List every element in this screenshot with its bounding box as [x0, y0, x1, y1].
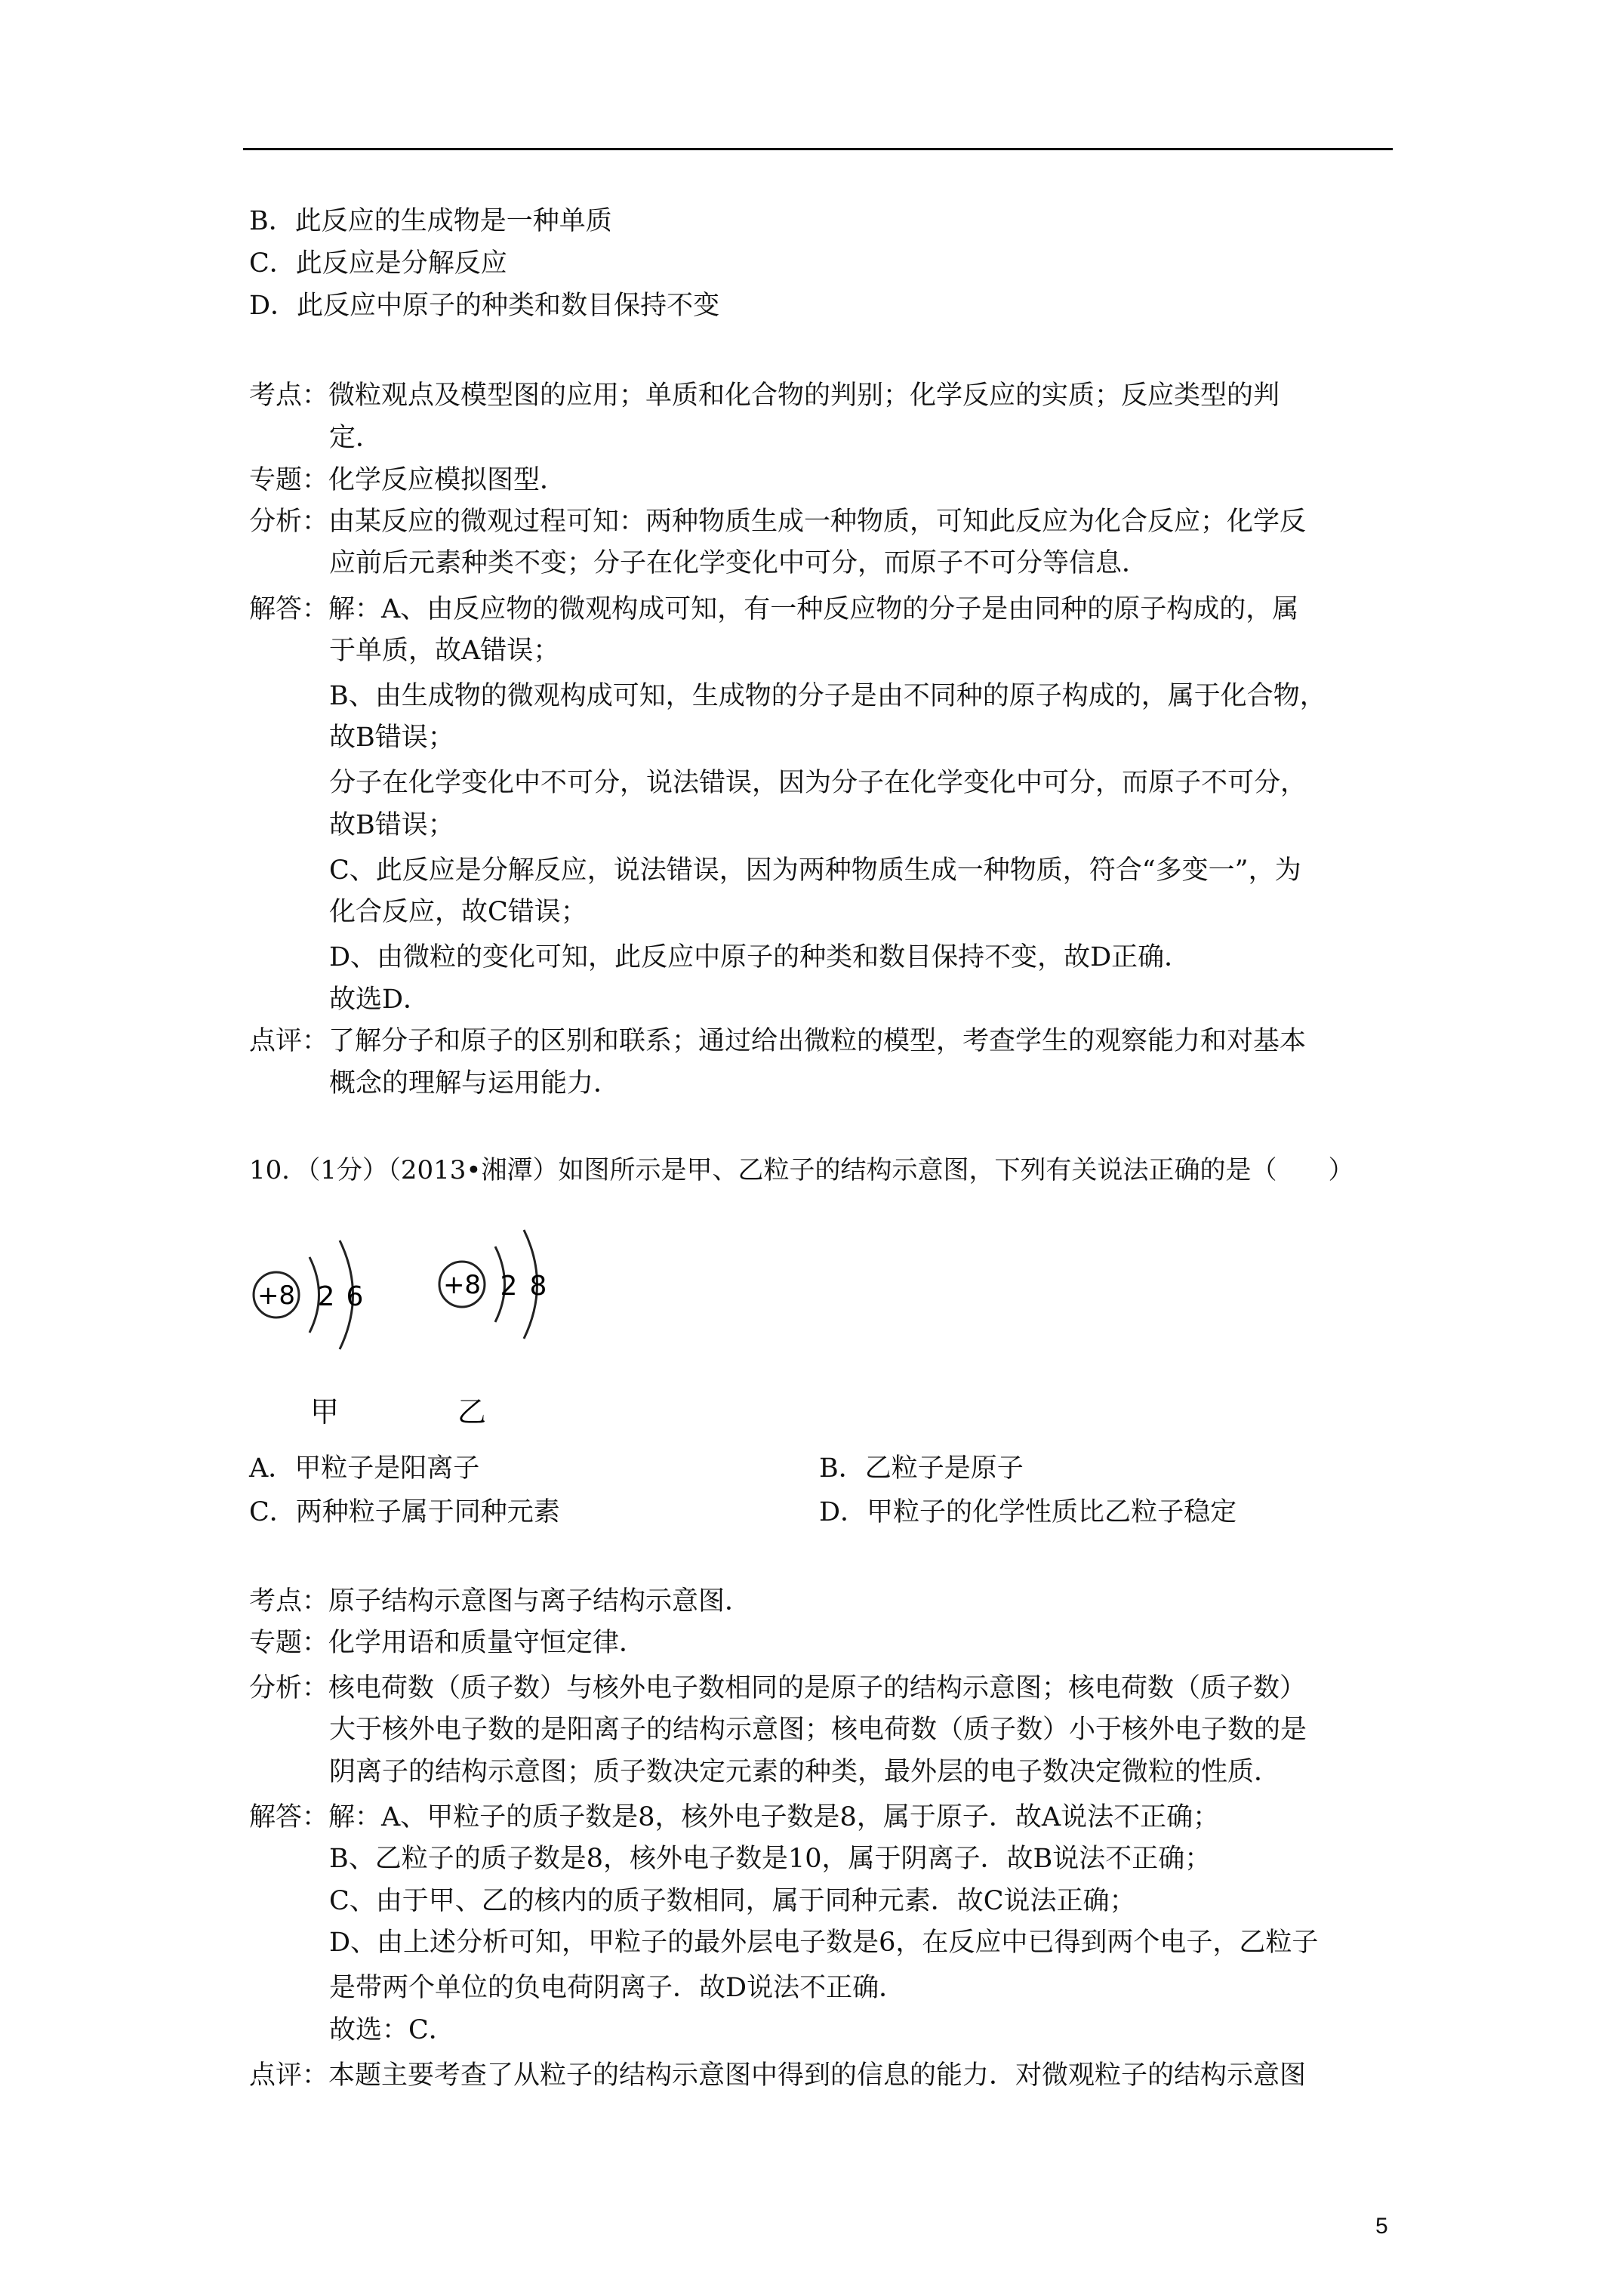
q9-fenxi-cont: 应前后元素种类不变；分子在化学变化中可分，而原子不可分等信息． — [329, 548, 1149, 578]
particle-b-shell-2-count: 8 — [529, 1271, 547, 1302]
q9-zhuanti: 专题：化学反应模拟图型． — [249, 465, 567, 495]
particle-a-nucleus: +8 — [257, 1281, 296, 1311]
q9-jieda-line: C、此反应是分解反应，说法错误，因为两种物质生成一种物质，符合“多变一”，为 — [329, 855, 1301, 886]
q9-jieda: 解答：解：A、由反应物的微观构成可知，有一种反应物的分子是由同种的原子构成的，属 — [249, 594, 1299, 624]
particle-a-label: 甲 — [310, 1395, 340, 1428]
q10-jieda-line: C、由于甲、乙的核内的质子数相同，属于同种元素．故C说法正确； — [329, 1886, 1136, 1916]
q9-jieda-line: 故B错误； — [329, 810, 454, 840]
q10-dianping: 点评：本题主要考查了从粒子的结构示意图中得到的信息的能力．对微观粒子的结构示意图 — [249, 2060, 1307, 2091]
q9-option-b: B．此反应的生成物是一种单质 — [249, 206, 612, 236]
q9-jieda-line: 化合反应，故C错误； — [329, 897, 587, 927]
particle-b-label: 乙 — [457, 1395, 487, 1428]
q10-fenxi-cont: 大于核外电子数的是阳离子的结构示意图；核电荷数（质子数）小于核外电子数的是 — [329, 1715, 1307, 1745]
q9-jieda-line: 于单质，故A错误； — [329, 636, 560, 666]
q9-option-d: D．此反应中原子的种类和数目保持不变 — [249, 291, 720, 321]
q10-option-d: D．甲粒子的化学性质比乙粒子稳定 — [819, 1497, 1237, 1527]
q10-kaodian: 考点：原子结构示意图与离子结构示意图． — [249, 1586, 752, 1616]
q10-option-a: A．甲粒子是阳离子 — [249, 1453, 480, 1484]
q10-fenxi: 分析：核电荷数（质子数）与核外电子数相同的是原子的结构示意图；核电荷数（质子数） — [249, 1673, 1307, 1703]
q9-dianping-cont: 概念的理解与运用能力． — [329, 1068, 621, 1099]
q9-jieda-line: 故选D． — [329, 985, 430, 1015]
q10-zhuanti: 专题：化学用语和质量守恒定律． — [249, 1628, 646, 1658]
q10-option-b: B．乙粒子是原子 — [819, 1453, 1024, 1484]
particle-a-shell-2-count: 6 — [346, 1281, 364, 1312]
particle-structure-diagram — [242, 1212, 581, 1438]
q9-kaodian-cont: 定． — [329, 423, 383, 453]
q9-dianping: 点评：了解分子和原子的区别和联系；通过给出微粒的模型，考查学生的观察能力和对基本 — [249, 1026, 1307, 1056]
q9-jieda-line: 故B错误； — [329, 723, 454, 753]
q9-kaodian: 考点：微粒观点及模型图的应用；单质和化合物的判别；化学反应的实质；反应类型的判 — [249, 381, 1280, 411]
q10-fenxi-cont: 阴离子的结构示意图；质子数决定元素的种类，最外层的电子数决定微粒的性质． — [329, 1757, 1281, 1787]
q10-jieda: 解答：解：A、甲粒子的质子数是8，核外电子数是8，属于原子．故A说法不正确； — [249, 1802, 1220, 1832]
q9-jieda-line: D、由微粒的变化可知，此反应中原子的种类和数目保持不变，故D正确． — [329, 942, 1191, 972]
particle-a-shell-1-count: 2 — [317, 1281, 335, 1312]
particle-b-nucleus: +8 — [442, 1270, 482, 1300]
page-number: 5 — [1375, 2214, 1388, 2239]
q10-option-c: C．两种粒子属于同种元素 — [249, 1497, 560, 1527]
q9-jieda-line: B、由生成物的微观构成可知，生成物的分子是由不同种的原子构成的，属于化合物， — [329, 681, 1326, 711]
q10-jieda-line: 故选：C． — [329, 2015, 455, 2045]
q10-jieda-line: 是带两个单位的负电荷阴离子．故D说法不正确． — [329, 1973, 906, 2003]
q10-jieda-line: B、乙粒子的质子数是8，核外电子数是10，属于阴离子．故B说法不正确； — [329, 1844, 1212, 1874]
particle-b-diagram — [439, 1230, 547, 1339]
q9-fenxi: 分析：由某反应的微观过程可知：两种物质生成一种物质，可知此反应为化合反应；化学反 — [249, 507, 1307, 537]
header-rule — [243, 148, 1393, 150]
particle-a-diagram — [254, 1240, 363, 1349]
q9-option-c: C．此反应是分解反应 — [249, 248, 507, 279]
q10-stem: 10．（1分）（2013•湘潭）如图所示是甲、乙粒子的结构示意图，下列有关说法正确的是（ ） — [249, 1155, 1354, 1185]
particle-b-shell-1-count: 2 — [500, 1271, 518, 1302]
q10-jieda-line: D、由上述分析可知，甲粒子的最外层电子数是6，在反应中已得到两个电子，乙粒子 — [329, 1928, 1319, 1958]
q9-jieda-line: 分子在化学变化中不可分，说法错误，因为分子在化学变化中可分，而原子不可分， — [329, 768, 1307, 798]
